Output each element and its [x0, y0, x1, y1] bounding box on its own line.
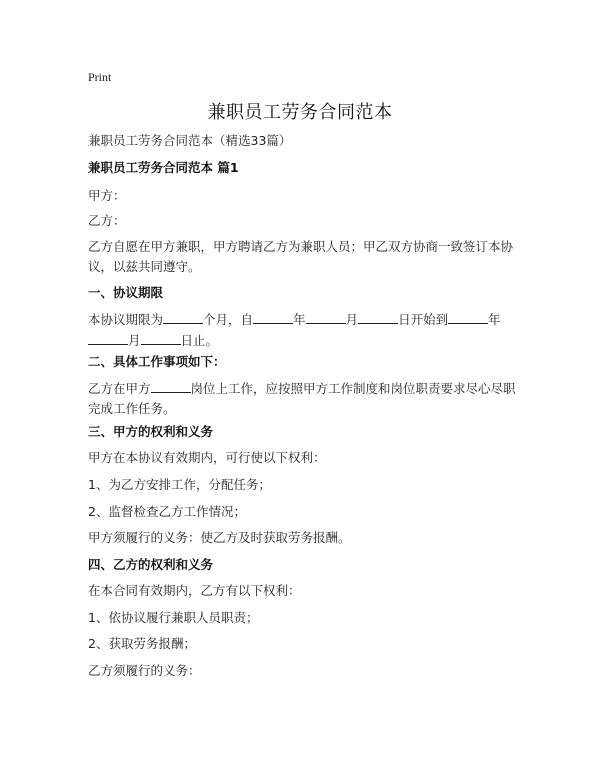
blank-end-month[interactable]	[88, 330, 128, 345]
blank-start-year[interactable]	[253, 309, 293, 324]
s4-duty: 乙方须履行的义务：	[88, 663, 201, 678]
print-link[interactable]: Print	[88, 70, 112, 84]
section-heading: 兼职员工劳务合同范本 篇1	[88, 160, 239, 175]
s1-heading: 一、协议期限	[88, 285, 164, 300]
text: 岗位上工作，应按照甲方工作制度和岗位职责要求尽心尽职完成工作任务。	[88, 381, 516, 416]
blank-start-day[interactable]	[358, 309, 398, 324]
party-b-label: 乙方：	[88, 213, 126, 228]
text: 日开始到	[398, 312, 449, 327]
text: 个月，自	[203, 312, 254, 327]
s2-heading: 二、具体工作事项如下：	[88, 354, 226, 369]
blank-position[interactable]	[151, 378, 191, 393]
text: 本协议期限为	[88, 312, 164, 327]
s2-paragraph	[88, 378, 528, 419]
s3-item-2: 2、监督检查乙方工作情况；	[88, 504, 246, 519]
text: 日止。	[180, 333, 219, 348]
blank-end-year[interactable]	[448, 309, 488, 324]
s1-paragraph	[88, 309, 528, 351]
s4-rights-intro: 在本合同有效期内，乙方有以下权利：	[88, 583, 301, 598]
text: 年	[293, 312, 306, 327]
blank-end-day[interactable]	[141, 330, 181, 345]
text: 月	[345, 312, 359, 327]
text: 月	[128, 333, 141, 348]
intro-paragraph: 乙方自愿在甲方兼职，甲方聘请乙方为兼职人员；甲乙双方协商一致签订本协议，以兹共同遵守。	[88, 239, 514, 274]
blank-months[interactable]	[163, 309, 203, 324]
s3-rights-intro: 甲方在本协议有效期内，可行使以下权利：	[88, 450, 326, 465]
s3-heading: 三、甲方的权利和义务	[88, 424, 214, 439]
text: 乙方在甲方	[88, 381, 151, 396]
blank-start-month[interactable]	[306, 309, 346, 324]
document-subtitle: 兼职员工劳务合同范本（精选33篇）	[88, 133, 292, 148]
s3-item-1: 1、为乙方安排工作，分配任务；	[88, 477, 271, 492]
s4-item-1: 1、依协议履行兼职人员职责；	[88, 610, 259, 625]
party-a-label: 甲方：	[88, 188, 126, 203]
s3-duty: 甲方须履行的义务：使乙方及时获取劳务报酬。	[88, 530, 351, 545]
s4-heading: 四、乙方的权利和义务	[88, 557, 214, 572]
text: 年	[488, 312, 501, 327]
s4-item-2: 2、获取劳务报酬；	[88, 636, 196, 651]
document-title: 兼职员工劳务合同范本	[207, 102, 393, 123]
